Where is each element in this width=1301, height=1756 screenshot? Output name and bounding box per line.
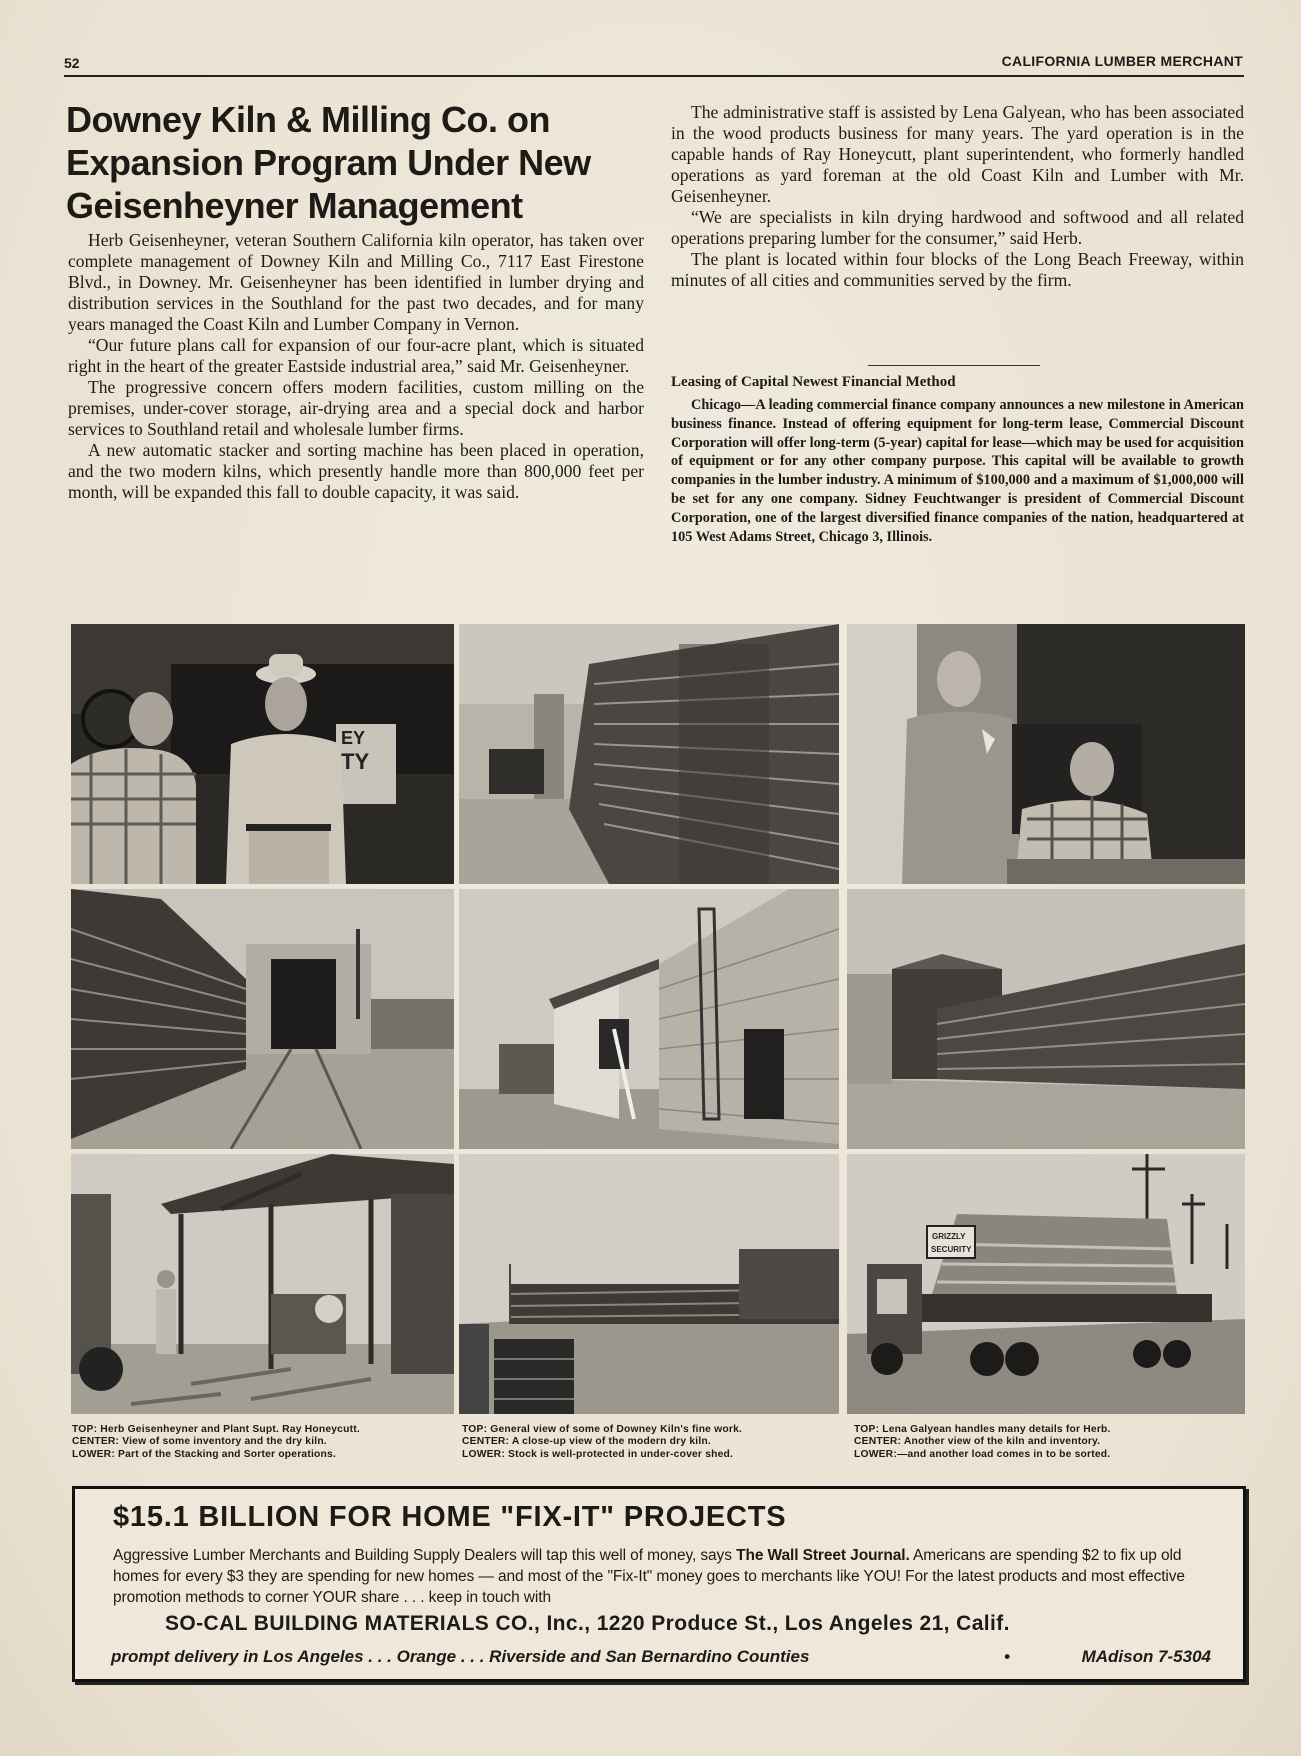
leasing-paragraph: Chicago—A leading commercial finance company announces a new milestone in American business finance. Instead of offering equipment for long-term lease, Commercial Discount Corporation will offer long-term (5-year) capital for lease—which may be used for acquisition of equipment or for any other company purpose. This capital will be available to growth companies in the lumber industry. A minimum of $100,000 and a maximum of $1,000,000 will be set for any one company. Sidney Feuchtwanger is president of Commercial Discount Corporation, one of the largest diversified finance companies of the nation, headquartered at 105 West Adams Street, Chicago 3, Illinois. <box>671 397 1244 545</box>
truck-sign-text: GRIZZLY <box>932 1232 966 1241</box>
photo-undercover-shed <box>459 1154 839 1414</box>
photo-stacker-sorter <box>71 1154 454 1414</box>
leasing-article <box>671 396 1244 546</box>
photo-inventory-kiln <box>71 889 454 1149</box>
ad-footer <box>111 1647 1211 1667</box>
ad-phone: MAdison 7-5304 <box>1081 1647 1211 1666</box>
ad-body-text: Aggressive Lumber Merchants and Building Supply Dealers will tap this well of money, says <box>113 1547 737 1564</box>
photo-truck-load <box>847 1154 1245 1414</box>
ad-body-text: Americans are spending $2 to fix up old homes for every $3 they are spending for new homes — and most of the "Fix-It" money goes to merchants like YOU! For the latest products and most effective promotion methods to corner YOUR share . . . keep in touch with <box>113 1547 1185 1606</box>
caption-line: LOWER: Stock is well-protected in under-cover shed. <box>462 1448 734 1460</box>
ad-body-newspaper: The Wall Street Journal. <box>736 1547 910 1564</box>
article-headline: Downey Kiln & Milling Co. on Expansion Program Under New Geisenheyner Management <box>66 99 591 226</box>
ad-body <box>113 1545 1213 1608</box>
article-paragraph: “Our future plans call for expansion of our four-acre plant, which is situated right in the heart of the greater Eastside industrial area,” said Mr. Geisenheyner. <box>68 335 644 376</box>
photo-dry-kiln <box>459 889 839 1149</box>
magazine-title: CALIFORNIA LUMBER MERCHANT <box>1001 53 1243 69</box>
caption-line: TOP: General view of some of Downey Kiln's fine work. <box>462 1424 743 1435</box>
article-right-column <box>671 102 1244 291</box>
page-number: 52 <box>64 55 80 71</box>
advertisement-box <box>72 1486 1246 1682</box>
article-paragraph: “We are specialists in kiln drying hardwood and softwood and all related operations preparing lumber for the consumer,” said Herb. <box>671 207 1244 248</box>
header-rule <box>64 75 1244 77</box>
article-paragraph: The plant is located within four blocks of the Long Beach Freeway, within minutes of all cities and communities served by the firm. <box>671 249 1244 290</box>
bullet-separator: • <box>1004 1647 1010 1666</box>
truck-sign-text: SECURITY <box>931 1245 972 1254</box>
caption-line: CENTER: View of some inventory and the dry kiln. <box>72 1436 327 1448</box>
photo-lumber-stacks <box>459 624 839 884</box>
caption-line: CENTER: Another view of the kiln and inventory. <box>854 1436 1101 1448</box>
truck-door-text: EY <box>341 728 366 748</box>
caption-line: TOP: Lena Galyean handles many details for Herb. <box>854 1424 1111 1435</box>
article-paragraph: A new automatic stacker and sorting machine has been placed in operation, and the two modern kilns, which presently handle more than 800,000 feet per month, will be expanded this fall to double capacity, it was said. <box>68 440 644 502</box>
ad-delivery: prompt delivery in Los Angeles . . . Orange . . . Riverside and San Bernardino Counties <box>111 1647 810 1666</box>
leasing-heading: Leasing of Capital Newest Financial Method <box>671 374 956 390</box>
article-paragraph: The progressive concern offers modern facilities, custom milling on the premises, under-cover storage, air-drying area and a special dock and harbor services to Southland retail and wholesale lumber firms. <box>68 377 644 439</box>
article-paragraph: The administrative staff is assisted by Lena Galyean, who has been associated in the wood products business for many years. The yard operation is in the capable hands of Ray Honeycutt, plant superintendent, who formerly handled operations as yard foreman at the old Coast Kiln and Lumber with Mr. Geisenheyner. <box>671 102 1244 206</box>
caption-line: CENTER: A close-up view of the modern dry kiln. <box>462 1436 711 1448</box>
photo-caption-left <box>72 1424 452 1461</box>
truck-door-text: TY <box>341 749 370 774</box>
photo-grid <box>71 624 1245 1414</box>
photo-office-staff <box>847 624 1245 884</box>
ad-headline: $15.1 BILLION FOR HOME "FIX-IT" PROJECTS <box>113 1501 787 1533</box>
caption-line: LOWER:—and another load comes in to be sorted. <box>854 1448 1111 1460</box>
photo-caption-right <box>854 1424 1234 1461</box>
ad-company: SO-CAL BUILDING MATERIALS CO., Inc., 1220 Produce St., Los Angeles 21, Calif. <box>165 1612 1010 1635</box>
article-left-column <box>68 230 644 503</box>
article-paragraph: Herb Geisenheyner, veteran Southern California kiln operator, has taken over complete management of Downey Kiln and Milling Co., 7117 East Firestone Blvd., in Downey. Mr. Geisenheyner has been identified in lumber drying and distribution services in the Southland for the past two decades, and for many years managed the Coast Kiln and Lumber Company in Vernon. <box>68 230 644 334</box>
section-divider <box>868 365 1040 366</box>
photo-caption-center <box>462 1424 842 1461</box>
photo-men-by-truck <box>71 624 454 884</box>
photo-kiln-inventory <box>847 889 1245 1149</box>
caption-line: TOP: Herb Geisenheyner and Plant Supt. Ray Honeycutt. <box>72 1424 360 1435</box>
caption-line: LOWER: Part of the Stacking and Sorter operations. <box>72 1448 337 1460</box>
